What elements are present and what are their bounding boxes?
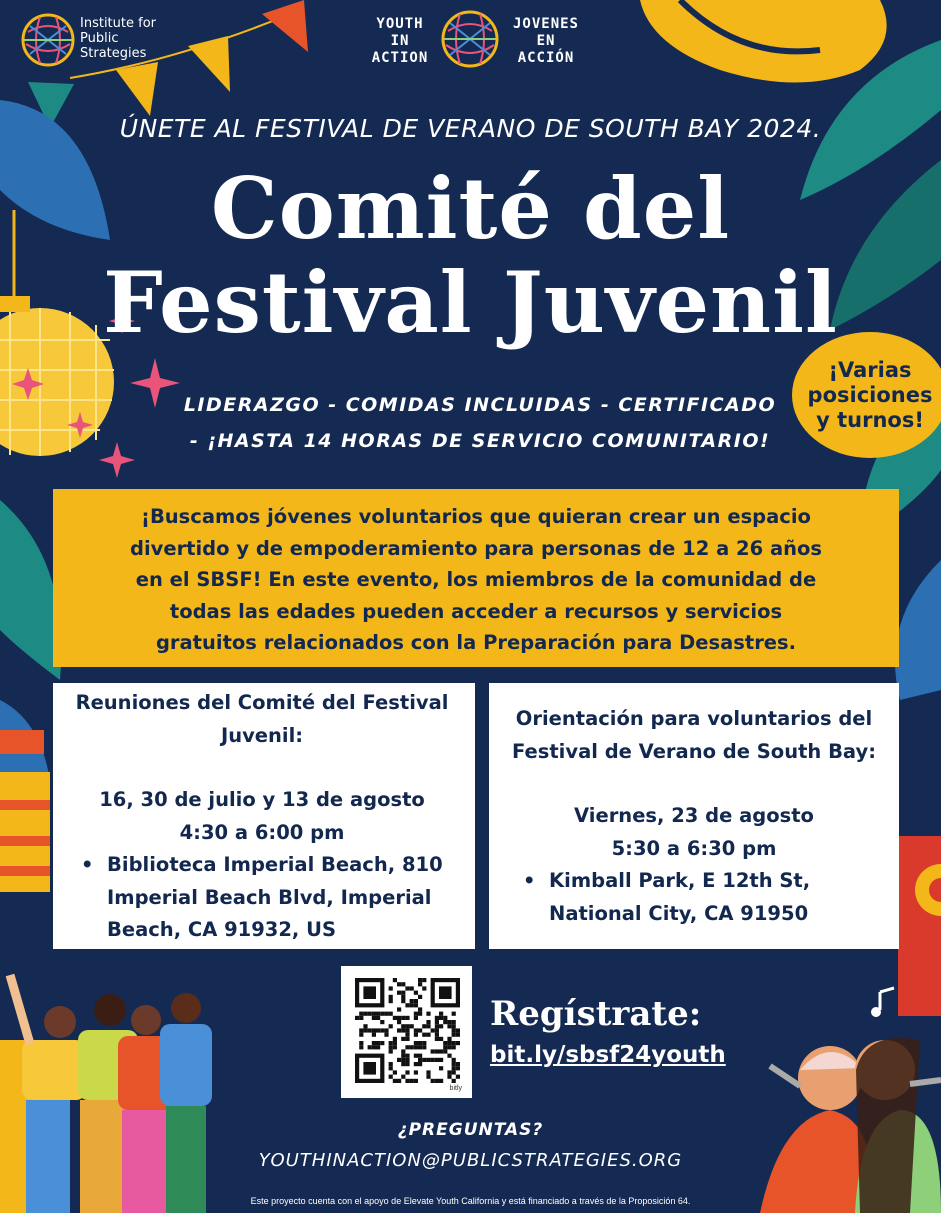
jovenes-en-accion-text <box>500 16 592 67</box>
globe-icon <box>440 9 500 69</box>
yia-line: ACCIÓN <box>517 50 575 66</box>
badge-line: posiciones <box>807 382 933 407</box>
meetings-heading: Juvenil: <box>220 723 304 747</box>
qr-code[interactable] <box>341 966 472 1098</box>
intro-line: divertido y de empoderamiento para personas de 12 a 26 años <box>129 536 823 560</box>
meetings-location-text: Biblioteca Imperial Beach, 810 Imperial Beach Blvd, Imperial Beach, CA 91932, US <box>107 853 443 941</box>
tagline: ÚNETE AL FESTIVAL DE VERANO DE SOUTH BAY 2024. <box>119 114 822 143</box>
meetings-dates: 16, 30 de julio y 13 de agosto <box>99 788 425 811</box>
speaker <box>898 836 941 1016</box>
ips-logo-text <box>80 16 156 61</box>
contact-email[interactable]: YOUTHINACTION@PUBLICSTRATEGIES.ORG <box>258 1150 683 1171</box>
badge-line: y turnos! <box>816 407 924 432</box>
logo-line: Institute for <box>80 16 156 31</box>
bunting-flag <box>262 0 308 52</box>
intro-line: todas las edades pueden acceder a recursos y servicios <box>169 599 783 623</box>
qr-caption: bitly <box>449 1085 462 1092</box>
register-link[interactable]: bit.ly/sbsf24youth <box>490 1042 726 1068</box>
intro-line: en el SBSF! En este evento, los miembros de la comunidad de <box>135 568 817 591</box>
register-label: Regístrate: <box>490 994 702 1034</box>
intro-line: gratuitos relacionados con la Preparación para Desastres. <box>155 631 797 654</box>
bunting-flag <box>188 36 230 92</box>
people-illustration <box>0 975 212 1213</box>
title-line: Comité del <box>210 159 731 258</box>
questions-label: ¿PREGUNTAS? <box>397 1120 544 1140</box>
orientation-heading: Orientación para voluntarios del <box>515 707 873 730</box>
bunting-flag <box>116 62 158 116</box>
orientation-time: 5:30 a 6:30 pm <box>611 836 777 860</box>
intro-box <box>53 489 899 667</box>
meetings-heading: Reuniones del Comité del Festival <box>75 691 449 714</box>
title-line: Festival Juvenil <box>103 253 838 352</box>
logo-line: Strategies <box>80 46 147 61</box>
stripe-block <box>0 730 44 754</box>
meetings-card <box>53 683 475 949</box>
qr-code-icon[interactable] <box>341 966 472 1098</box>
orientation-card <box>489 683 899 949</box>
yia-logo <box>440 9 500 74</box>
yia-line: JOVENES <box>512 16 579 32</box>
youth-in-action-text <box>366 16 434 67</box>
ips-logo <box>20 12 76 73</box>
orientation-heading: Festival de Verano de South Bay: <box>512 739 876 763</box>
intro-line: ¡Buscamos jóvenes voluntarios que quieran crear un espacio <box>141 505 811 528</box>
yia-line: YOUTH <box>376 16 424 32</box>
orientation-location: • Kimball Park, E 12th St, National City, CA 91950 <box>523 869 811 925</box>
orientation-dates: Viernes, 23 de agosto <box>574 804 814 827</box>
yellow-leaf <box>640 0 887 83</box>
meetings-time: 4:30 a 6:00 pm <box>179 820 345 844</box>
footer-note: Este proyecto cuenta con el apoyo de Elevate Youth California y está financiado a través de la Proposición 64. <box>250 1196 691 1206</box>
meetings-location: • Biblioteca Imperial Beach, 810 Imperial Beach Blvd, Imperial Beach, CA 91932, US <box>81 853 443 941</box>
benefits-line: LIDERAZGO - COMIDAS INCLUIDAS - CERTIFICADO <box>183 394 777 416</box>
spacer <box>59 752 465 784</box>
logo-line: Public <box>80 31 119 46</box>
benefits-line: - ¡HASTA 14 HORAS DE SERVICIO COMUNITARIO! <box>189 430 771 452</box>
globe-icon <box>20 12 76 68</box>
orientation-location-text: Kimball Park, E 12th St, National City, CA 91950 <box>549 869 811 925</box>
yia-line: IN <box>390 33 410 49</box>
yia-line: ACTION <box>371 50 429 66</box>
spacer <box>497 768 891 800</box>
blue-leaf <box>895 560 941 700</box>
badge-line: ¡Varias <box>828 357 912 382</box>
yia-line: EN <box>536 33 556 49</box>
positions-badge <box>792 332 941 458</box>
